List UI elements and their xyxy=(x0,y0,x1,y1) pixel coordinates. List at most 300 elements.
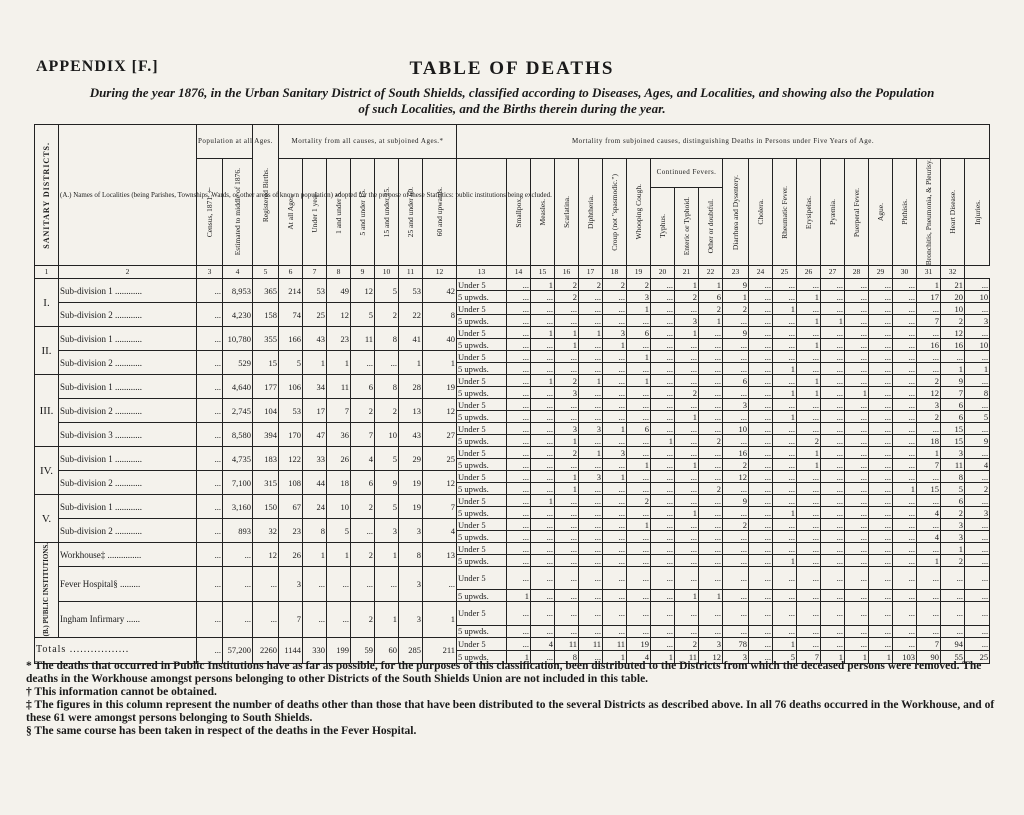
data-cell: 1 xyxy=(555,435,579,447)
data-cell: 1 xyxy=(555,339,579,351)
data-cell: ... xyxy=(651,423,675,435)
data-cell: ... xyxy=(603,351,627,363)
data-cell: ... xyxy=(965,625,990,637)
total-cell: 3 xyxy=(723,650,749,663)
total-cell: 199 xyxy=(327,637,351,663)
data-cell: ... xyxy=(197,519,223,543)
data-cell: ... xyxy=(651,555,675,567)
data-cell: ... xyxy=(531,315,555,327)
data-cell: ... xyxy=(797,555,821,567)
data-cell: ... xyxy=(749,411,773,423)
data-cell: 4 xyxy=(423,519,457,543)
data-cell: ... xyxy=(603,567,627,590)
data-cell: ... xyxy=(773,625,797,637)
data-cell: ... xyxy=(579,531,603,543)
data-cell: ... xyxy=(531,411,555,423)
data-cell: ... xyxy=(223,543,253,567)
data-cell: ... xyxy=(797,590,821,602)
data-cell: ... xyxy=(603,602,627,625)
data-cell: 1 xyxy=(917,447,941,459)
data-cell: ... xyxy=(869,590,893,602)
data-cell: ... xyxy=(917,327,941,339)
data-cell: 10 xyxy=(723,423,749,435)
data-cell: ... xyxy=(531,387,555,399)
data-cell: 6 xyxy=(627,327,651,339)
data-cell: ... xyxy=(965,495,990,507)
data-cell: 10 xyxy=(941,303,965,315)
croup-header: Croup (not "spasmodic.") xyxy=(610,173,620,251)
data-cell: 11 xyxy=(941,459,965,471)
data-cell: ... xyxy=(749,423,773,435)
data-cell: ... xyxy=(627,625,651,637)
data-cell: 1 xyxy=(723,291,749,303)
data-cell: ... xyxy=(651,387,675,399)
data-cell: 8 xyxy=(375,327,399,351)
data-cell: ... xyxy=(893,625,917,637)
data-cell: ... xyxy=(749,375,773,387)
data-cell: ... xyxy=(797,507,821,519)
data-cell: ... xyxy=(845,567,869,590)
data-cell: ... xyxy=(579,459,603,471)
totals-row xyxy=(35,637,990,650)
data-cell: ... xyxy=(917,567,941,590)
data-cell: 29 xyxy=(399,447,423,471)
data-cell: 2 xyxy=(797,435,821,447)
diphtheria-header: Diphtheria. xyxy=(586,195,596,230)
total-cell: ... xyxy=(531,650,555,663)
age-60-header: 60 and upwards. xyxy=(435,187,445,237)
data-cell: ... xyxy=(821,327,845,339)
data-cell: ... xyxy=(699,447,723,459)
population-group-header: Population at all Ages. xyxy=(197,125,253,159)
data-cell: ... xyxy=(749,351,773,363)
total-cell: 7 xyxy=(797,650,821,663)
data-cell: ... xyxy=(869,339,893,351)
data-cell: ... xyxy=(375,567,399,602)
total-cell: 59 xyxy=(351,637,375,663)
data-cell: ... xyxy=(675,602,699,625)
data-cell: ... xyxy=(531,423,555,435)
data-cell: 18 xyxy=(327,471,351,495)
data-cell: 1 xyxy=(627,459,651,471)
data-cell: ... xyxy=(531,483,555,495)
data-cell: ... xyxy=(965,543,990,555)
data-cell: ... xyxy=(869,411,893,423)
ague-header: Ague. xyxy=(876,203,886,222)
data-cell: 1 xyxy=(821,315,845,327)
table-row xyxy=(35,327,990,339)
page-title: TABLE OF DEATHS xyxy=(409,58,615,79)
data-cell: ... xyxy=(749,327,773,339)
column-number: 7 xyxy=(303,266,327,279)
data-cell: 2 xyxy=(351,495,375,519)
column-number: 28 xyxy=(845,266,869,279)
data-cell: 3 xyxy=(603,447,627,459)
data-cell: ... xyxy=(749,483,773,495)
data-cell: 183 xyxy=(253,447,279,471)
data-cell: 7 xyxy=(941,387,965,399)
data-cell: 122 xyxy=(279,447,303,471)
data-cell: 21 xyxy=(941,279,965,291)
data-cell: ... xyxy=(699,459,723,471)
data-cell: 16 xyxy=(723,447,749,459)
column-number: 16 xyxy=(555,266,579,279)
data-cell: ... xyxy=(651,507,675,519)
district-label xyxy=(35,447,59,495)
data-cell: ... xyxy=(965,590,990,602)
district-label-text: II. xyxy=(41,344,52,357)
column-number: 10 xyxy=(375,266,399,279)
data-cell: 1 xyxy=(627,375,651,387)
data-cell: ... xyxy=(699,519,723,531)
data-cell: ... xyxy=(507,543,531,555)
age-label: 5 upwds. xyxy=(457,555,507,567)
erysipelas-header: Erysipelas. xyxy=(804,195,814,229)
data-cell: ... xyxy=(773,531,797,543)
data-cell: ... xyxy=(253,567,279,602)
data-cell: ... xyxy=(723,483,749,495)
data-cell: ... xyxy=(797,303,821,315)
data-cell: ... xyxy=(869,483,893,495)
data-cell: ... xyxy=(845,303,869,315)
column-number: 8 xyxy=(327,266,351,279)
district-label xyxy=(35,279,59,327)
data-cell: ... xyxy=(627,435,651,447)
age-5-15-header: 5 and under 15. xyxy=(358,188,368,236)
locality-name: Sub-division 2 ............ xyxy=(59,399,197,423)
data-cell: 6 xyxy=(699,291,723,303)
data-cell: ... xyxy=(869,543,893,555)
data-cell: ... xyxy=(749,447,773,459)
total-cell: 19 xyxy=(627,637,651,650)
column-number: 29 xyxy=(869,266,893,279)
data-cell: ... xyxy=(869,471,893,483)
data-cell: ... xyxy=(507,519,531,531)
data-cell: 2 xyxy=(965,483,990,495)
data-cell: ... xyxy=(507,602,531,625)
data-cell: ... xyxy=(223,567,253,602)
data-cell: ... xyxy=(675,543,699,555)
data-cell: 2 xyxy=(941,555,965,567)
table-row xyxy=(35,351,990,363)
data-cell: 28 xyxy=(399,375,423,399)
data-cell: ... xyxy=(627,543,651,555)
data-cell: ... xyxy=(821,291,845,303)
total-cell: 2260 xyxy=(253,637,279,663)
total-cell: ... xyxy=(869,637,893,650)
data-cell: ... xyxy=(197,351,223,375)
column-number: 31 xyxy=(917,266,941,279)
data-cell: ... xyxy=(507,411,531,423)
data-cell: 1 xyxy=(699,590,723,602)
data-cell: 3 xyxy=(723,399,749,411)
data-cell: 3 xyxy=(579,423,603,435)
locality-name: Sub-division 2 ............ xyxy=(59,351,197,375)
data-cell: ... xyxy=(821,447,845,459)
data-cell: ... xyxy=(797,363,821,375)
data-cell: ... xyxy=(749,471,773,483)
data-cell: 6 xyxy=(941,399,965,411)
data-cell: ... xyxy=(773,291,797,303)
data-cell: ... xyxy=(773,423,797,435)
data-cell: ... xyxy=(699,555,723,567)
data-cell: ... xyxy=(893,531,917,543)
smallpox-header: Smallpox. xyxy=(514,196,524,228)
data-cell: ... xyxy=(579,567,603,590)
data-cell: ... xyxy=(723,363,749,375)
data-cell: ... xyxy=(893,327,917,339)
data-cell: ... xyxy=(869,351,893,363)
sanitary-districts-header: SANITARY DISTRICTS. xyxy=(41,141,51,249)
total-cell: 1 xyxy=(651,650,675,663)
data-cell: 20 xyxy=(941,291,965,303)
data-cell: ... xyxy=(531,531,555,543)
data-cell: ... xyxy=(893,291,917,303)
column-number: 15 xyxy=(531,266,555,279)
data-cell: ... xyxy=(579,507,603,519)
data-cell: ... xyxy=(723,315,749,327)
data-cell: ... xyxy=(579,303,603,315)
column-number: 3 xyxy=(197,266,223,279)
data-cell: ... xyxy=(603,519,627,531)
locality-name: Sub-division 3 ............ xyxy=(59,423,197,447)
data-cell: ... xyxy=(749,602,773,625)
locality-name: Ingham Infirmary ...... xyxy=(59,602,197,637)
data-cell: 1 xyxy=(603,471,627,483)
total-cell: 2 xyxy=(675,637,699,650)
data-cell: ... xyxy=(749,291,773,303)
data-cell: ... xyxy=(821,543,845,555)
data-cell: ... xyxy=(555,507,579,519)
data-cell: ... xyxy=(303,602,327,637)
data-cell: 1 xyxy=(797,447,821,459)
data-cell: ... xyxy=(965,602,990,625)
district-label xyxy=(35,327,59,375)
data-cell: ... xyxy=(749,555,773,567)
data-cell: ... xyxy=(197,543,223,567)
data-cell: 2 xyxy=(627,279,651,291)
data-cell: ... xyxy=(821,507,845,519)
data-cell: ... xyxy=(965,471,990,483)
data-cell: ... xyxy=(965,555,990,567)
data-cell: 2 xyxy=(375,303,399,327)
data-cell: ... xyxy=(675,567,699,590)
data-cell: ... xyxy=(197,279,223,303)
total-cell: ... xyxy=(197,637,223,663)
data-cell: ... xyxy=(845,351,869,363)
column-number: 11 xyxy=(399,266,423,279)
locality-name: Sub-division 2 ............ xyxy=(59,519,197,543)
data-cell: 23 xyxy=(279,519,303,543)
data-cell: 7,100 xyxy=(223,471,253,495)
table-row xyxy=(35,495,990,507)
data-cell: ... xyxy=(965,423,990,435)
data-cell: 1 xyxy=(893,483,917,495)
data-cell: ... xyxy=(821,279,845,291)
data-cell: ... xyxy=(197,327,223,351)
data-cell: ... xyxy=(675,399,699,411)
data-cell: 1 xyxy=(555,471,579,483)
data-cell: 5 xyxy=(375,447,399,471)
data-cell: ... xyxy=(507,567,531,590)
data-cell: 8 xyxy=(303,519,327,543)
data-cell: ... xyxy=(893,387,917,399)
data-cell: ... xyxy=(821,459,845,471)
data-cell: ... xyxy=(917,363,941,375)
total-cell: 1 xyxy=(603,650,627,663)
data-cell: 1 xyxy=(675,590,699,602)
data-cell: ... xyxy=(197,447,223,471)
data-cell: ... xyxy=(531,471,555,483)
data-cell: 1 xyxy=(531,375,555,387)
data-cell: ... xyxy=(375,351,399,375)
data-cell: 16 xyxy=(917,339,941,351)
data-cell: 44 xyxy=(303,471,327,495)
data-cell: ... xyxy=(555,315,579,327)
data-cell: ... xyxy=(869,435,893,447)
data-cell: 6 xyxy=(723,375,749,387)
data-cell: ... xyxy=(893,339,917,351)
data-cell: ... xyxy=(821,435,845,447)
data-cell: 1 xyxy=(555,483,579,495)
age-label: Under 5 xyxy=(457,423,507,435)
data-cell: ... xyxy=(351,351,375,375)
data-cell: ... xyxy=(675,363,699,375)
total-cell: 1 xyxy=(773,637,797,650)
data-cell: ... xyxy=(893,351,917,363)
data-cell: ... xyxy=(555,363,579,375)
column-number: 6 xyxy=(279,266,303,279)
data-cell: ... xyxy=(893,363,917,375)
data-cell: 2 xyxy=(723,519,749,531)
data-cell: 5 xyxy=(375,279,399,303)
data-cell: ... xyxy=(531,363,555,375)
data-cell: 214 xyxy=(279,279,303,303)
data-cell: ... xyxy=(627,339,651,351)
all-ages-header: At all Ages. xyxy=(286,194,296,230)
data-cell: 104 xyxy=(253,399,279,423)
data-cell: ... xyxy=(507,399,531,411)
total-cell: 4 xyxy=(627,650,651,663)
data-cell: ... xyxy=(531,303,555,315)
data-cell: ... xyxy=(749,507,773,519)
data-cell: ... xyxy=(941,590,965,602)
data-cell: 12 xyxy=(723,471,749,483)
data-cell: 26 xyxy=(327,447,351,471)
data-cell: ... xyxy=(507,339,531,351)
census-header: Census, 1871.† xyxy=(205,186,214,238)
data-cell: 9 xyxy=(375,471,399,495)
data-cell: ... xyxy=(675,483,699,495)
column-number: 2 xyxy=(59,266,197,279)
typhus-header: Typhus. xyxy=(658,214,668,239)
data-cell: ... xyxy=(749,279,773,291)
data-cell: ... xyxy=(699,363,723,375)
data-cell: ... xyxy=(651,363,675,375)
data-cell: ... xyxy=(579,387,603,399)
data-cell: 3 xyxy=(555,387,579,399)
age-label: Under 5 xyxy=(457,327,507,339)
data-cell: ... xyxy=(821,471,845,483)
data-cell: ... xyxy=(821,519,845,531)
data-cell: ... xyxy=(749,387,773,399)
data-cell: ... xyxy=(603,387,627,399)
data-cell: ... xyxy=(869,291,893,303)
data-cell: ... xyxy=(821,423,845,435)
data-cell: ... xyxy=(845,555,869,567)
data-cell: 2 xyxy=(555,291,579,303)
column-number: 20 xyxy=(651,266,675,279)
data-cell: ... xyxy=(845,602,869,625)
data-cell: ... xyxy=(845,279,869,291)
data-cell: ... xyxy=(723,590,749,602)
data-cell: ... xyxy=(507,387,531,399)
data-cell: 42 xyxy=(423,279,457,303)
data-cell: ... xyxy=(723,625,749,637)
data-cell: ... xyxy=(555,567,579,590)
data-cell: 26 xyxy=(279,543,303,567)
data-cell: ... xyxy=(845,291,869,303)
page-subtitle xyxy=(0,85,1024,117)
table-row xyxy=(35,519,990,531)
data-cell: ... xyxy=(555,625,579,637)
data-cell: ... xyxy=(651,399,675,411)
data-cell: 2 xyxy=(555,447,579,459)
data-cell: ... xyxy=(675,625,699,637)
data-cell: ... xyxy=(651,411,675,423)
data-cell: ... xyxy=(723,507,749,519)
data-cell: ... xyxy=(821,602,845,625)
column-number: 24 xyxy=(749,266,773,279)
data-cell: 3 xyxy=(279,567,303,602)
footnote: * The deaths that occurred in Public Institutions have as far as possible, for the purposes of this classification, been distributed to the Districts from which the deceased persons were removed. The deaths in the Workhouse amongst persons belonging to other Districts of the South Shields Union are not included in this table. xyxy=(26,660,982,685)
data-cell: ... xyxy=(917,519,941,531)
data-cell: ... xyxy=(821,555,845,567)
total-cell: ... xyxy=(821,637,845,650)
total-cell: 11 xyxy=(603,637,627,650)
data-cell: ... xyxy=(941,625,965,637)
data-cell: ... xyxy=(627,387,651,399)
data-cell: 8,953 xyxy=(223,279,253,303)
data-cell: ... xyxy=(821,303,845,315)
table-row xyxy=(35,543,990,555)
data-cell: 9 xyxy=(723,495,749,507)
data-cell: ... xyxy=(821,363,845,375)
data-cell: ... xyxy=(845,625,869,637)
data-cell: ... xyxy=(773,447,797,459)
data-cell: 8 xyxy=(965,387,990,399)
data-cell: 12 xyxy=(423,399,457,423)
data-cell: 3 xyxy=(941,531,965,543)
data-cell: 15 xyxy=(941,423,965,435)
column-number: 23 xyxy=(723,266,749,279)
data-cell: 23 xyxy=(327,327,351,351)
data-cell: ... xyxy=(845,483,869,495)
column-number: 30 xyxy=(893,266,917,279)
data-cell: 2 xyxy=(555,375,579,387)
total-cell: 211 xyxy=(423,637,457,663)
data-cell: 7 xyxy=(351,423,375,447)
data-cell: ... xyxy=(507,495,531,507)
data-cell: ... xyxy=(627,555,651,567)
column-number: 18 xyxy=(603,266,627,279)
age-label: 5 upwds. xyxy=(457,387,507,399)
data-cell: 10 xyxy=(965,291,990,303)
table-row xyxy=(35,447,990,459)
data-cell: ... xyxy=(723,387,749,399)
data-cell: ... xyxy=(893,471,917,483)
data-cell: ... xyxy=(821,531,845,543)
